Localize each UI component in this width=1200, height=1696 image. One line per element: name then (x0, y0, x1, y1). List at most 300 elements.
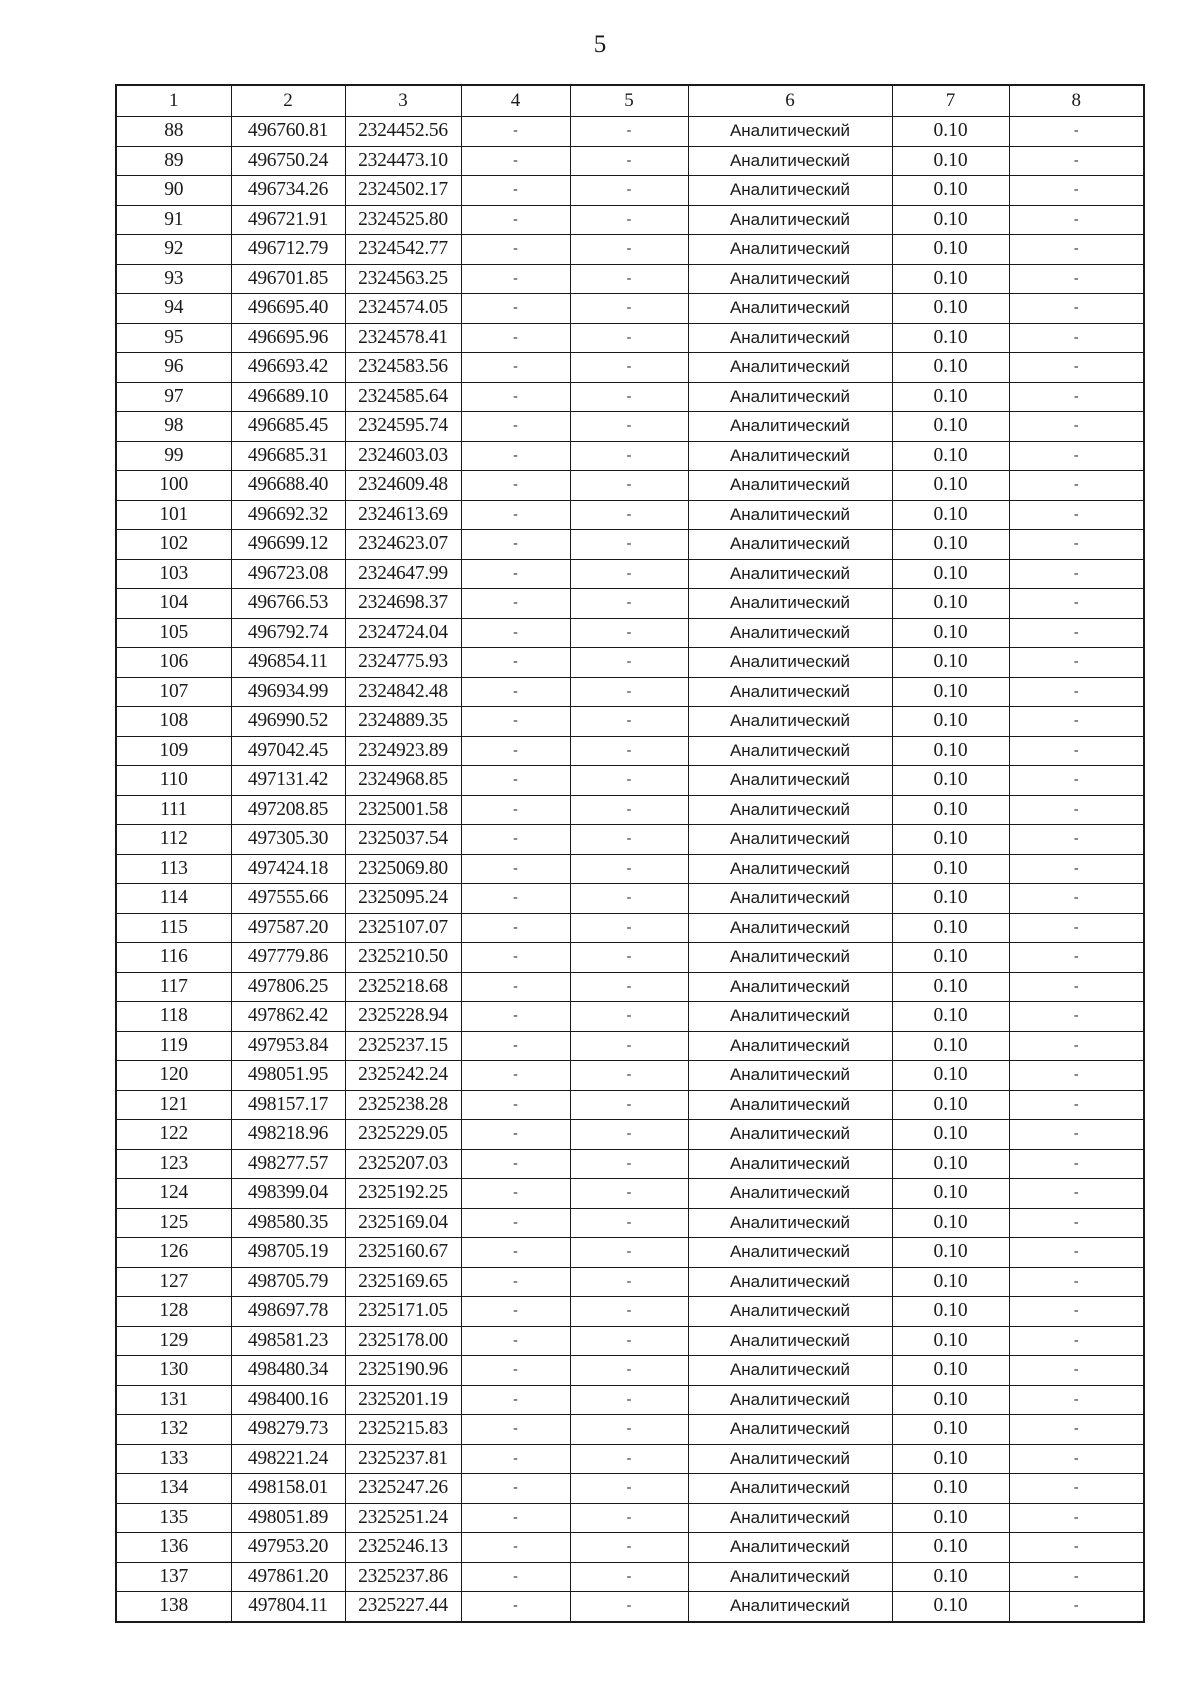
method-cell: Аналитический (688, 854, 892, 884)
point-number-cell: 110 (116, 766, 231, 796)
x-coordinate-cell: 498277.57 (231, 1149, 345, 1179)
method-cell: Аналитический (688, 1297, 892, 1327)
y-coordinate-cell: 2325190.96 (345, 1356, 461, 1386)
table-row (116, 264, 1144, 294)
point-number-cell: 111 (116, 795, 231, 825)
x-coordinate-cell: 498218.96 (231, 1120, 345, 1150)
table-row (116, 766, 1144, 796)
y-coordinate-cell: 2324525.80 (345, 205, 461, 235)
method-cell: Аналитический (688, 530, 892, 560)
point-number-cell: 109 (116, 736, 231, 766)
table-row (116, 677, 1144, 707)
y-coordinate-cell: 2325107.07 (345, 913, 461, 943)
method-cell: Аналитический (688, 559, 892, 589)
method-cell: Аналитический (688, 1356, 892, 1386)
column-header: 4 (461, 85, 570, 117)
column-8-cell: - (1009, 943, 1144, 973)
column-8-cell: - (1009, 677, 1144, 707)
point-number-cell: 122 (116, 1120, 231, 1150)
column-5-cell: - (570, 264, 688, 294)
accuracy-cell: 0.10 (892, 1356, 1009, 1386)
accuracy-cell: 0.10 (892, 1149, 1009, 1179)
column-4-cell: - (461, 1120, 570, 1150)
column-4-cell: - (461, 1503, 570, 1533)
accuracy-cell: 0.10 (892, 1562, 1009, 1592)
accuracy-cell: 0.10 (892, 412, 1009, 442)
table-row (116, 1149, 1144, 1179)
y-coordinate-cell: 2325210.50 (345, 943, 461, 973)
x-coordinate-cell: 498581.23 (231, 1326, 345, 1356)
method-cell: Аналитический (688, 1415, 892, 1445)
column-header: 8 (1009, 85, 1144, 117)
point-number-cell: 130 (116, 1356, 231, 1386)
column-5-cell: - (570, 441, 688, 471)
column-8-cell: - (1009, 1031, 1144, 1061)
column-4-cell: - (461, 323, 570, 353)
y-coordinate-cell: 2325228.94 (345, 1002, 461, 1032)
accuracy-cell: 0.10 (892, 1238, 1009, 1268)
method-cell: Аналитический (688, 795, 892, 825)
column-5-cell: - (570, 1120, 688, 1150)
column-5-cell: - (570, 1503, 688, 1533)
table-row (116, 1090, 1144, 1120)
column-4-cell: - (461, 1208, 570, 1238)
column-8-cell: - (1009, 1149, 1144, 1179)
column-8-cell: - (1009, 323, 1144, 353)
accuracy-cell: 0.10 (892, 471, 1009, 501)
point-number-cell: 128 (116, 1297, 231, 1327)
x-coordinate-cell: 496692.32 (231, 500, 345, 530)
column-5-cell: - (570, 323, 688, 353)
method-cell: Аналитический (688, 323, 892, 353)
table-row (116, 618, 1144, 648)
x-coordinate-cell: 498051.89 (231, 1503, 345, 1533)
column-8-cell: - (1009, 972, 1144, 1002)
accuracy-cell: 0.10 (892, 736, 1009, 766)
x-coordinate-cell: 498221.24 (231, 1444, 345, 1474)
table-header-row (116, 85, 1144, 117)
method-cell: Аналитический (688, 1238, 892, 1268)
column-4-cell: - (461, 1267, 570, 1297)
y-coordinate-cell: 2324775.93 (345, 648, 461, 678)
point-number-cell: 104 (116, 589, 231, 619)
table-row (116, 795, 1144, 825)
accuracy-cell: 0.10 (892, 382, 1009, 412)
column-4-cell: - (461, 500, 570, 530)
table-row (116, 146, 1144, 176)
column-5-cell: - (570, 1031, 688, 1061)
method-cell: Аналитический (688, 1533, 892, 1563)
y-coordinate-cell: 2324542.77 (345, 235, 461, 265)
method-cell: Аналитический (688, 146, 892, 176)
column-4-cell: - (461, 648, 570, 678)
column-4-cell: - (461, 530, 570, 560)
column-5-cell: - (570, 1090, 688, 1120)
accuracy-cell: 0.10 (892, 1444, 1009, 1474)
y-coordinate-cell: 2325160.67 (345, 1238, 461, 1268)
method-cell: Аналитический (688, 1002, 892, 1032)
column-5-cell: - (570, 854, 688, 884)
method-cell: Аналитический (688, 1562, 892, 1592)
column-8-cell: - (1009, 1356, 1144, 1386)
x-coordinate-cell: 496760.81 (231, 117, 345, 147)
accuracy-cell: 0.10 (892, 1120, 1009, 1150)
accuracy-cell: 0.10 (892, 1208, 1009, 1238)
point-number-cell: 114 (116, 884, 231, 914)
point-number-cell: 126 (116, 1238, 231, 1268)
y-coordinate-cell: 2324609.48 (345, 471, 461, 501)
accuracy-cell: 0.10 (892, 884, 1009, 914)
method-cell: Аналитический (688, 825, 892, 855)
column-5-cell: - (570, 1267, 688, 1297)
x-coordinate-cell: 496699.12 (231, 530, 345, 560)
column-4-cell: - (461, 707, 570, 737)
y-coordinate-cell: 2325069.80 (345, 854, 461, 884)
column-4-cell: - (461, 382, 570, 412)
accuracy-cell: 0.10 (892, 117, 1009, 147)
accuracy-cell: 0.10 (892, 913, 1009, 943)
point-number-cell: 96 (116, 353, 231, 383)
column-header: 1 (116, 85, 231, 117)
point-number-cell: 125 (116, 1208, 231, 1238)
column-8-cell: - (1009, 1120, 1144, 1150)
table-row (116, 382, 1144, 412)
column-8-cell: - (1009, 1002, 1144, 1032)
coordinates-table (115, 84, 1145, 1623)
x-coordinate-cell: 498279.73 (231, 1415, 345, 1445)
point-number-cell: 136 (116, 1533, 231, 1563)
column-5-cell: - (570, 1385, 688, 1415)
point-number-cell: 97 (116, 382, 231, 412)
accuracy-cell: 0.10 (892, 707, 1009, 737)
y-coordinate-cell: 2324724.04 (345, 618, 461, 648)
point-number-cell: 92 (116, 235, 231, 265)
x-coordinate-cell: 496688.40 (231, 471, 345, 501)
column-5-cell: - (570, 589, 688, 619)
column-8-cell: - (1009, 1503, 1144, 1533)
column-8-cell: - (1009, 117, 1144, 147)
y-coordinate-cell: 2325192.25 (345, 1179, 461, 1209)
method-cell: Аналитический (688, 353, 892, 383)
accuracy-cell: 0.10 (892, 825, 1009, 855)
method-cell: Аналитический (688, 1385, 892, 1415)
accuracy-cell: 0.10 (892, 1326, 1009, 1356)
column-5-cell: - (570, 530, 688, 560)
column-4-cell: - (461, 589, 570, 619)
table-row (116, 589, 1144, 619)
point-number-cell: 101 (116, 500, 231, 530)
column-5-cell: - (570, 1415, 688, 1445)
y-coordinate-cell: 2325171.05 (345, 1297, 461, 1327)
column-8-cell: - (1009, 205, 1144, 235)
column-5-cell: - (570, 1326, 688, 1356)
table-row (116, 1267, 1144, 1297)
method-cell: Аналитический (688, 1208, 892, 1238)
column-5-cell: - (570, 1562, 688, 1592)
column-8-cell: - (1009, 1385, 1144, 1415)
column-8-cell: - (1009, 795, 1144, 825)
x-coordinate-cell: 497953.84 (231, 1031, 345, 1061)
accuracy-cell: 0.10 (892, 854, 1009, 884)
column-5-cell: - (570, 294, 688, 324)
column-5-cell: - (570, 235, 688, 265)
column-8-cell: - (1009, 913, 1144, 943)
column-8-cell: - (1009, 825, 1144, 855)
method-cell: Аналитический (688, 205, 892, 235)
column-header: 5 (570, 85, 688, 117)
table-row (116, 913, 1144, 943)
column-8-cell: - (1009, 1562, 1144, 1592)
point-number-cell: 88 (116, 117, 231, 147)
x-coordinate-cell: 496689.10 (231, 382, 345, 412)
table-row (116, 972, 1144, 1002)
column-4-cell: - (461, 854, 570, 884)
column-5-cell: - (570, 176, 688, 206)
point-number-cell: 135 (116, 1503, 231, 1533)
column-8-cell: - (1009, 559, 1144, 589)
accuracy-cell: 0.10 (892, 500, 1009, 530)
point-number-cell: 117 (116, 972, 231, 1002)
x-coordinate-cell: 497862.42 (231, 1002, 345, 1032)
method-cell: Аналитический (688, 913, 892, 943)
point-number-cell: 133 (116, 1444, 231, 1474)
x-coordinate-cell: 496723.08 (231, 559, 345, 589)
y-coordinate-cell: 2324473.10 (345, 146, 461, 176)
column-8-cell: - (1009, 589, 1144, 619)
column-8-cell: - (1009, 618, 1144, 648)
y-coordinate-cell: 2325218.68 (345, 972, 461, 1002)
column-header: 6 (688, 85, 892, 117)
method-cell: Аналитический (688, 1474, 892, 1504)
table-row (116, 117, 1144, 147)
table-row (116, 323, 1144, 353)
x-coordinate-cell: 498158.01 (231, 1474, 345, 1504)
method-cell: Аналитический (688, 264, 892, 294)
column-8-cell: - (1009, 1444, 1144, 1474)
column-8-cell: - (1009, 500, 1144, 530)
x-coordinate-cell: 496685.45 (231, 412, 345, 442)
y-coordinate-cell: 2324623.07 (345, 530, 461, 560)
method-cell: Аналитический (688, 1267, 892, 1297)
method-cell: Аналитический (688, 884, 892, 914)
column-4-cell: - (461, 353, 570, 383)
table-row (116, 1120, 1144, 1150)
accuracy-cell: 0.10 (892, 1002, 1009, 1032)
x-coordinate-cell: 497305.30 (231, 825, 345, 855)
column-8-cell: - (1009, 1533, 1144, 1563)
method-cell: Аналитический (688, 589, 892, 619)
method-cell: Аналитический (688, 736, 892, 766)
method-cell: Аналитический (688, 1061, 892, 1091)
column-4-cell: - (461, 559, 570, 589)
method-cell: Аналитический (688, 117, 892, 147)
table-row (116, 1503, 1144, 1533)
table-row (116, 1385, 1144, 1415)
column-4-cell: - (461, 1444, 570, 1474)
y-coordinate-cell: 2325178.00 (345, 1326, 461, 1356)
column-5-cell: - (570, 943, 688, 973)
column-8-cell: - (1009, 353, 1144, 383)
point-number-cell: 131 (116, 1385, 231, 1415)
table-row (116, 353, 1144, 383)
column-8-cell: - (1009, 1208, 1144, 1238)
column-4-cell: - (461, 1474, 570, 1504)
point-number-cell: 102 (116, 530, 231, 560)
column-4-cell: - (461, 972, 570, 1002)
point-number-cell: 106 (116, 648, 231, 678)
column-5-cell: - (570, 117, 688, 147)
column-8-cell: - (1009, 264, 1144, 294)
point-number-cell: 93 (116, 264, 231, 294)
y-coordinate-cell: 2325229.05 (345, 1120, 461, 1150)
column-5-cell: - (570, 1592, 688, 1622)
method-cell: Аналитический (688, 1031, 892, 1061)
column-4-cell: - (461, 1238, 570, 1268)
method-cell: Аналитический (688, 471, 892, 501)
column-4-cell: - (461, 1592, 570, 1622)
point-number-cell: 98 (116, 412, 231, 442)
x-coordinate-cell: 497555.66 (231, 884, 345, 914)
column-4-cell: - (461, 441, 570, 471)
column-5-cell: - (570, 1474, 688, 1504)
point-number-cell: 118 (116, 1002, 231, 1032)
column-4-cell: - (461, 1031, 570, 1061)
column-5-cell: - (570, 913, 688, 943)
column-5-cell: - (570, 1149, 688, 1179)
accuracy-cell: 0.10 (892, 1061, 1009, 1091)
y-coordinate-cell: 2324698.37 (345, 589, 461, 619)
point-number-cell: 137 (116, 1562, 231, 1592)
point-number-cell: 116 (116, 943, 231, 973)
column-4-cell: - (461, 1385, 570, 1415)
column-4-cell: - (461, 677, 570, 707)
column-5-cell: - (570, 412, 688, 442)
method-cell: Аналитический (688, 441, 892, 471)
accuracy-cell: 0.10 (892, 294, 1009, 324)
y-coordinate-cell: 2324889.35 (345, 707, 461, 737)
x-coordinate-cell: 498400.16 (231, 1385, 345, 1415)
table-row (116, 294, 1144, 324)
y-coordinate-cell: 2324585.64 (345, 382, 461, 412)
column-4-cell: - (461, 471, 570, 501)
table-row (116, 1061, 1144, 1091)
column-5-cell: - (570, 471, 688, 501)
x-coordinate-cell: 497208.85 (231, 795, 345, 825)
table-row (116, 1592, 1144, 1622)
column-8-cell: - (1009, 471, 1144, 501)
point-number-cell: 99 (116, 441, 231, 471)
table-row (116, 1356, 1144, 1386)
column-8-cell: - (1009, 235, 1144, 265)
accuracy-cell: 0.10 (892, 264, 1009, 294)
table-row (116, 176, 1144, 206)
method-cell: Аналитический (688, 1326, 892, 1356)
column-8-cell: - (1009, 441, 1144, 471)
table-row (116, 205, 1144, 235)
x-coordinate-cell: 496693.42 (231, 353, 345, 383)
column-8-cell: - (1009, 382, 1144, 412)
accuracy-cell: 0.10 (892, 618, 1009, 648)
table-row (116, 1179, 1144, 1209)
method-cell: Аналитический (688, 1444, 892, 1474)
column-5-cell: - (570, 1179, 688, 1209)
column-4-cell: - (461, 943, 570, 973)
method-cell: Аналитический (688, 1592, 892, 1622)
column-4-cell: - (461, 294, 570, 324)
method-cell: Аналитический (688, 382, 892, 412)
table-row (116, 412, 1144, 442)
table-body (116, 85, 1144, 1622)
x-coordinate-cell: 496934.99 (231, 677, 345, 707)
point-number-cell: 124 (116, 1179, 231, 1209)
point-number-cell: 103 (116, 559, 231, 589)
accuracy-cell: 0.10 (892, 176, 1009, 206)
accuracy-cell: 0.10 (892, 146, 1009, 176)
accuracy-cell: 0.10 (892, 1415, 1009, 1445)
column-4-cell: - (461, 1002, 570, 1032)
column-8-cell: - (1009, 648, 1144, 678)
column-4-cell: - (461, 618, 570, 648)
column-5-cell: - (570, 1208, 688, 1238)
table-row (116, 1533, 1144, 1563)
accuracy-cell: 0.10 (892, 1031, 1009, 1061)
column-4-cell: - (461, 1415, 570, 1445)
method-cell: Аналитический (688, 500, 892, 530)
point-number-cell: 107 (116, 677, 231, 707)
accuracy-cell: 0.10 (892, 943, 1009, 973)
x-coordinate-cell: 497779.86 (231, 943, 345, 973)
x-coordinate-cell: 496750.24 (231, 146, 345, 176)
y-coordinate-cell: 2324647.99 (345, 559, 461, 589)
column-4-cell: - (461, 1149, 570, 1179)
column-4-cell: - (461, 736, 570, 766)
table-row (116, 471, 1144, 501)
point-number-cell: 94 (116, 294, 231, 324)
column-5-cell: - (570, 766, 688, 796)
column-8-cell: - (1009, 1238, 1144, 1268)
column-5-cell: - (570, 648, 688, 678)
method-cell: Аналитический (688, 707, 892, 737)
column-header: 2 (231, 85, 345, 117)
point-number-cell: 90 (116, 176, 231, 206)
column-8-cell: - (1009, 176, 1144, 206)
column-5-cell: - (570, 205, 688, 235)
accuracy-cell: 0.10 (892, 1267, 1009, 1297)
point-number-cell: 121 (116, 1090, 231, 1120)
column-4-cell: - (461, 205, 570, 235)
table-row (116, 500, 1144, 530)
column-5-cell: - (570, 618, 688, 648)
column-8-cell: - (1009, 1474, 1144, 1504)
point-number-cell: 95 (116, 323, 231, 353)
column-5-cell: - (570, 884, 688, 914)
x-coordinate-cell: 496685.31 (231, 441, 345, 471)
column-8-cell: - (1009, 1061, 1144, 1091)
x-coordinate-cell: 496721.91 (231, 205, 345, 235)
y-coordinate-cell: 2325207.03 (345, 1149, 461, 1179)
table-row (116, 736, 1144, 766)
column-4-cell: - (461, 1179, 570, 1209)
column-4-cell: - (461, 412, 570, 442)
y-coordinate-cell: 2324563.25 (345, 264, 461, 294)
point-number-cell: 113 (116, 854, 231, 884)
point-number-cell: 89 (116, 146, 231, 176)
point-number-cell: 108 (116, 707, 231, 737)
point-number-cell: 105 (116, 618, 231, 648)
column-5-cell: - (570, 500, 688, 530)
point-number-cell: 119 (116, 1031, 231, 1061)
accuracy-cell: 0.10 (892, 353, 1009, 383)
